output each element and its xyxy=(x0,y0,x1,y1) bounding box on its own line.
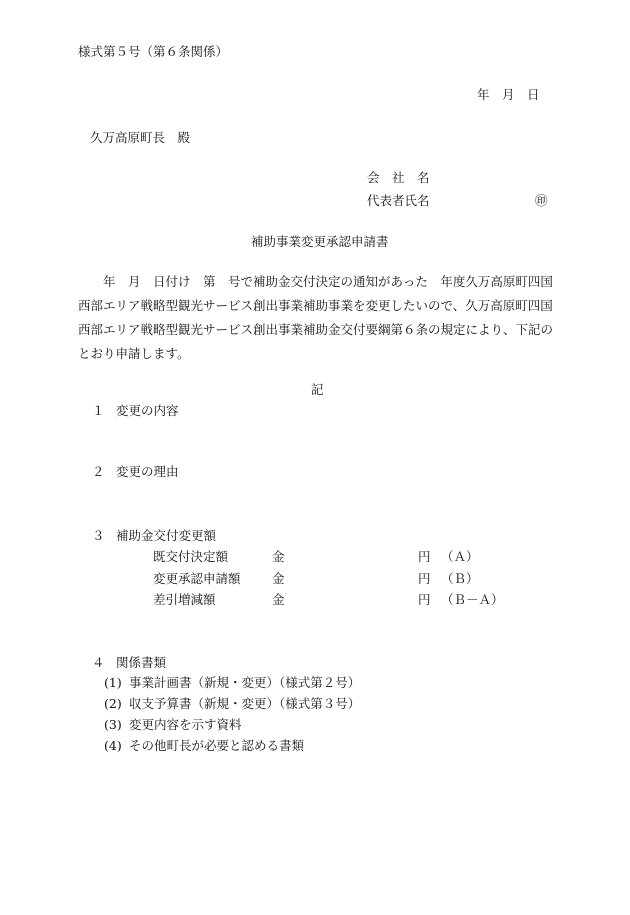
document-item-number: (1) xyxy=(104,675,122,690)
amount-row-yen: 円 xyxy=(418,549,431,564)
document-item-number: (3) xyxy=(104,717,122,732)
document-item-text: 収支予算書（新規・変更）（様式第３号） xyxy=(129,696,361,711)
section-2-label: 変更の理由 xyxy=(116,464,179,479)
amount-row-yen: 円 xyxy=(418,571,431,586)
document-item-number: (2) xyxy=(104,696,122,711)
section-3-label: 補助金交付変更額 xyxy=(116,528,217,543)
section-1-number: １ xyxy=(92,403,105,418)
ki-heading: 記 xyxy=(311,382,324,397)
date-line: 年 月 日 xyxy=(477,87,540,102)
amount-row-code: （Ｂ－Ａ） xyxy=(441,592,504,607)
document-item-text: 事業計画書（新規・変更）（様式第２号） xyxy=(129,675,361,690)
company-name-label: 会 社 名 xyxy=(367,170,430,185)
section-4-label: 関係書類 xyxy=(116,655,167,670)
document-item-text: 変更内容を示す資料 xyxy=(129,717,242,732)
addressee: 久万高原町長 殿 xyxy=(90,130,191,145)
amount-row-kin: 金 xyxy=(272,571,285,586)
document-item-text: その他町長が必要と認める書類 xyxy=(129,738,305,753)
amount-row-code: （Ａ） xyxy=(441,549,479,564)
seal-mark: ㊞ xyxy=(535,193,548,208)
amount-row-label: 変更承認申請額 xyxy=(153,571,241,586)
representative-name-label: 代表者氏名 xyxy=(367,193,430,208)
form-number: 様式第５号（第６条関係） xyxy=(78,44,229,59)
amount-row-kin: 金 xyxy=(272,549,285,564)
section-3-number: ３ xyxy=(92,528,105,543)
amount-row-kin: 金 xyxy=(272,592,285,607)
amount-row-yen: 円 xyxy=(418,592,431,607)
amount-row-label: 既交付決定額 xyxy=(153,549,229,564)
section-4-number: ４ xyxy=(92,655,105,670)
amount-row-code: （Ｂ） xyxy=(441,571,479,586)
document-title: 補助事業変更承認申請書 xyxy=(251,234,389,249)
amount-row-label: 差引増減額 xyxy=(153,592,216,607)
body-paragraph: 年 月 日付け 第 号で補助金交付決定の通知があった 年度久万高原町四国西部エリア戦略型観光サービス創出事業補助事業を変更したいので、久万高原町四国西部エリア戦略型観光サービス創出事業補助金交付要綱第６条の規定により、下記のとおり申請します。 xyxy=(78,274,554,361)
section-1-label: 変更の内容 xyxy=(116,403,179,418)
section-2-number: ２ xyxy=(92,464,105,479)
document-item-number: (4) xyxy=(104,738,122,753)
